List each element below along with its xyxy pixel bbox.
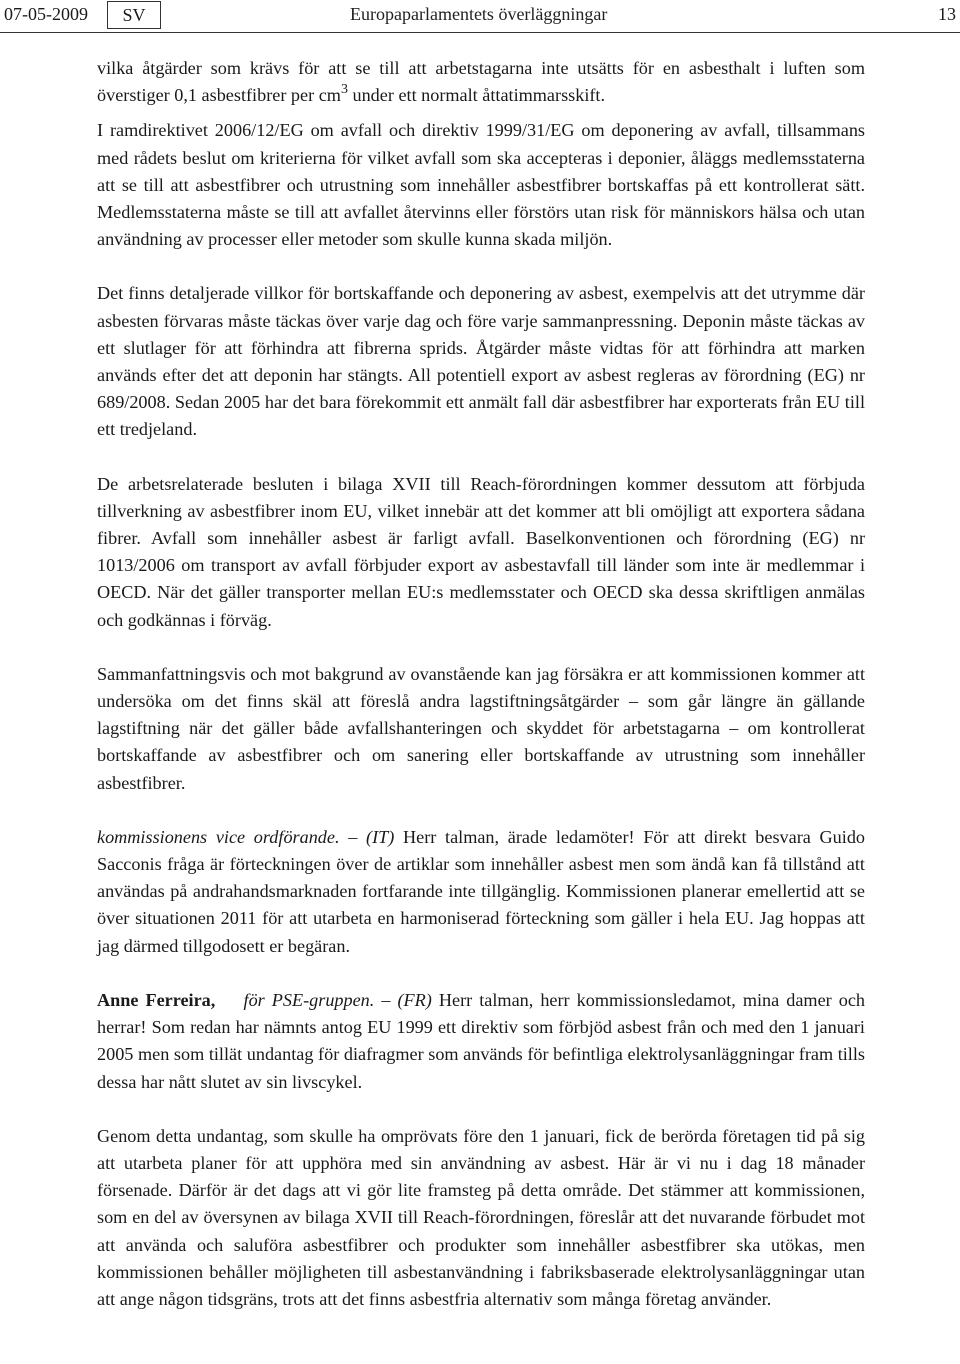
speaker-name: Anne Ferreira, [97,989,216,1010]
language-box: SV [107,1,161,29]
speech-1-role: kommissionens vice ordförande. – (IT) [97,826,395,847]
speech-2 [97,987,865,1096]
document-body [97,55,865,1340]
speech-2-paragraph-2: Genom detta undantag, som skulle ha omprövats före den 1 januari, fick de berörda företagen tid på sig att utarbeta planer för att upphöra med sin användning av asbest. Här är vi nu i dag 18 månader försenade. Därför är det dags att vi gör lite framsteg på detta område. Det stämmer att kommissionen, som en del av översynen av bilaga XVII till Reach-förordningen, föreslår att det nuvarande förbudet mot att använda och saluföra asbestfibrer och produkter som innehåller asbestfibrer ska utökas, men kommissionen behåller möjligheten till asbestanvändning i fabriksbaserade elektrolysanläggningar utan att ange någon tidsgräns, trots att det finns asbestfria alternativ som många företag använder. [97,1125,865,1309]
superscript-3: 3 [340,82,348,98]
paragraph-4: De arbetsrelaterade besluten i bilaga XVII till Reach-förordningen kommer dessutom att förbjuda tillverkning av asbestfibrer inom EU, vilket innebär att det kommer att bli omöjligt att exportera sådana fibrer. Avfall som innehåller asbest är farligt avfall. Baselkonventionen och förordning (EG) nr 1013/2006 om transport av avfall förbjuder export av asbestavfall till länder som inte är medlemmar i OECD. När det gäller transporter mellan EU:s medlemsstater och OECD ska dessa skriftligen anmälas och godkännas i förväg. [97,473,865,630]
speech-2-text: Herr talman, herr kommissionsledamot, mina damer och herrar! Som redan har nämnts antog EU 1999 ett direktiv som förbjöd asbest från och med den 1 januari 2005 men som tillät undantag för diafragmer som används för befintliga elektrolysanläggningar fram tills dessa har nått slutet av sin livscykel. [97,989,866,1092]
header-date: 07-05-2009 [4,4,88,24]
page-header [0,0,960,33]
paragraph-5: Sammanfattningsvis och mot bakgrund av ovanstående kan jag försäkra er att kommissionen kommer att undersöka om det finns skäl att föreslå andra lagstiftningsåtgärder – som går längre än gällande lagstiftning när det gäller både avfallshanteringen och skyddet för arbetstagarna – om kontrollerat bortskaffande av asbestfibrer och om sanering eller bortskaffande av utrustning som innehåller asbestfibrer. [97,663,865,793]
speech-1-text: Herr talman, ärade ledamöter! För att direkt besvara Guido Sacconis fråga är förteckningen över de artiklar som innehåller asbest men som ändå kan få tillstånd att användas på andrahandsmarknaden fortfarande inte tillgänglig. Kommissionen planerar emellertid att se över situationen 2011 för att utarbeta en harmoniserad förteckning som gäller i hela EU. Jag hoppas att jag därmed tillgodosett er begäran. [97,826,866,956]
speech-1 [97,824,865,960]
paragraph-3: Det finns detaljerade villkor för bortskaffande och deponering av asbest, exempelvis att det utrymme där asbesten förvaras måste täckas över varje dag och före varje sammanpressning. Deponin måste täckas av ett slutlager för att förhindra att fibrerna sprids. Åtgärder måste vidtas för att förhindra att marken används efter det att deponin har stängts. All potentiell export av asbest regleras av förordning (EG) nr 689/2008. Sedan 2005 har det bara förekommit ett anmält fall där asbestfibrer har exporterats från EU till ett tredjeland. [97,283,865,440]
page-number: 13 [938,4,956,24]
speech-2-role: för PSE-gruppen. – (FR) [243,989,432,1010]
paragraph-1 [97,55,865,109]
paragraph-1-tail: under ett normalt åttatimmarsskift. [347,85,606,106]
header-title: Europaparlamentets överläggningar [350,4,608,24]
paragraph-2: I ramdirektivet 2006/12/EG om avfall och direktiv 1999/31/EG om deponering av avfall, tillsammans med rådets beslut om kriterierna för vilket avfall som ska accepteras i deponier, åläggs medlemsstaterna att se till att asbestfibrer och utrustning som innehåller asbestfibrer bortskaffas på ett kontrollerat sätt. Medlemsstaterna måste se till att avfallet återvinns eller förstörs utan risk för människors hälsa och utan användning av processer eller metoder som skulle kunna skada miljön. [97,120,865,250]
paragraph-1-text: vilka åtgärder som krävs för att se till att arbetstagarna inte utsätts för en asbesthalt i luften som överstiger 0,1 asbestfibrer per cm [97,58,865,106]
